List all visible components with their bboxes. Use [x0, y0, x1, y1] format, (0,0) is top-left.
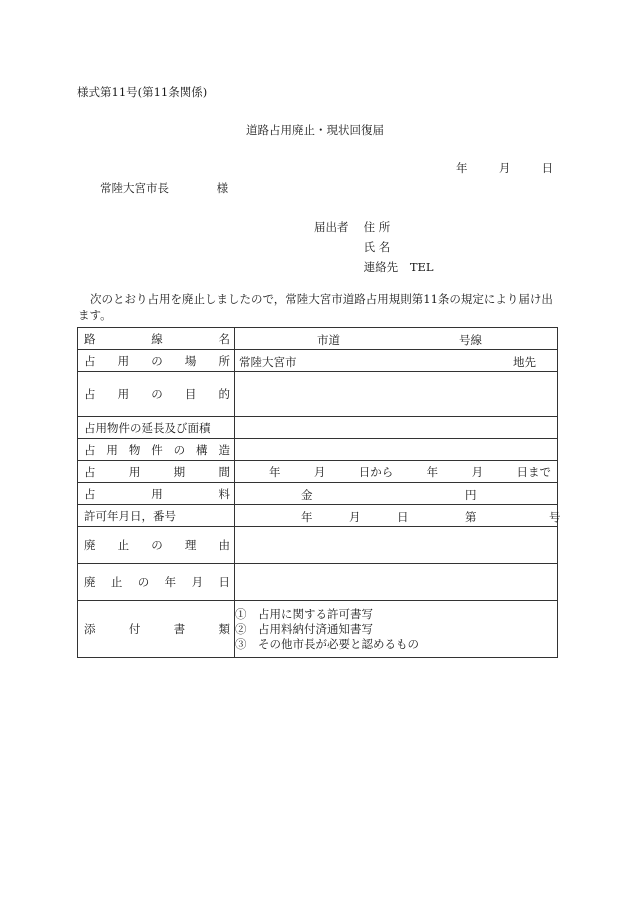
period-label: 占 用 期 間 [78, 461, 235, 483]
addressee-name: 常陸大宮市長 [100, 181, 169, 195]
structure-label: 占 用 物 件 の 構 造 [78, 439, 235, 461]
location-label: 占 用 の 場 所 [78, 350, 235, 372]
fee-kin-label: 金 [301, 488, 313, 502]
row-structure [78, 439, 558, 461]
fee-yen-label: 円 [465, 488, 477, 502]
reason-value[interactable] [235, 527, 558, 564]
route-no-label: 号線 [459, 333, 482, 347]
abolish-date-value[interactable] [235, 564, 558, 601]
applicant-block [314, 217, 434, 277]
fee-value[interactable] [235, 483, 558, 505]
row-purpose [78, 372, 558, 417]
permit-label: 許可年月日，番号 [78, 505, 235, 527]
addressee [100, 180, 228, 196]
route-value[interactable] [235, 328, 558, 350]
attachments-list [235, 601, 558, 658]
date-year-label: 年 [456, 161, 468, 175]
fee-label: 占 用 料 [78, 483, 235, 505]
row-fee [78, 483, 558, 505]
address-label: 住 所 [363, 220, 391, 234]
purpose-value[interactable] [235, 372, 558, 417]
attachment-item: ③ その他市長が必要と認めるもの [235, 636, 419, 651]
notification-table [77, 327, 561, 658]
date-line [456, 160, 553, 176]
row-extent [78, 417, 558, 439]
row-abolish-date [78, 564, 558, 601]
city-name: 常陸大宮市 [239, 355, 297, 369]
addressee-honorific: 様 [216, 181, 229, 195]
document-title: 道路占用廃止・現状回復届 [246, 123, 384, 137]
row-location [78, 350, 558, 372]
form-number: 様式第11号(第11条関係) [77, 85, 208, 99]
contact-label: 連絡先 [363, 260, 399, 274]
name-label: 氏 名 [363, 240, 391, 254]
row-permit [78, 505, 558, 527]
purpose-label: 占 用 の 目 的 [78, 372, 235, 417]
city-road-label: 市道 [317, 333, 340, 347]
structure-value[interactable] [235, 439, 558, 461]
extent-label: 占用物件の延長及び面積 [78, 417, 235, 439]
submitter-label: 届出者 [314, 220, 349, 234]
row-reason [78, 527, 558, 564]
period-value[interactable]: 年 月 日から 年 月 日まで [235, 461, 558, 483]
row-route [78, 328, 558, 350]
route-label: 路 線 名 [78, 328, 235, 350]
abolish-date-label: 廃 止 の 年 月 日 [78, 564, 235, 601]
permit-value[interactable]: 年 月 日 第 号 [235, 505, 558, 527]
attachment-item: ② 占用料納付済通知書写 [235, 621, 373, 636]
row-attachments [78, 601, 558, 658]
date-month-label: 月 [498, 161, 511, 175]
location-value[interactable] [235, 350, 558, 372]
tel-label: TEL [409, 260, 434, 274]
attachment-item: ① 占用に関する許可書写 [235, 606, 373, 621]
attachments-label: 添 付 書 類 [78, 601, 235, 658]
reason-label: 廃 止 の 理 由 [78, 527, 235, 564]
row-period [78, 461, 558, 483]
date-day-label: 日 [541, 161, 554, 175]
intro-text: 次のとおり占用を廃止しましたので，常陸大宮市道路占用規則第11条の規定により届け出ます。 [78, 292, 553, 322]
lot-label: 地先 [513, 355, 536, 369]
extent-value[interactable] [235, 417, 558, 439]
